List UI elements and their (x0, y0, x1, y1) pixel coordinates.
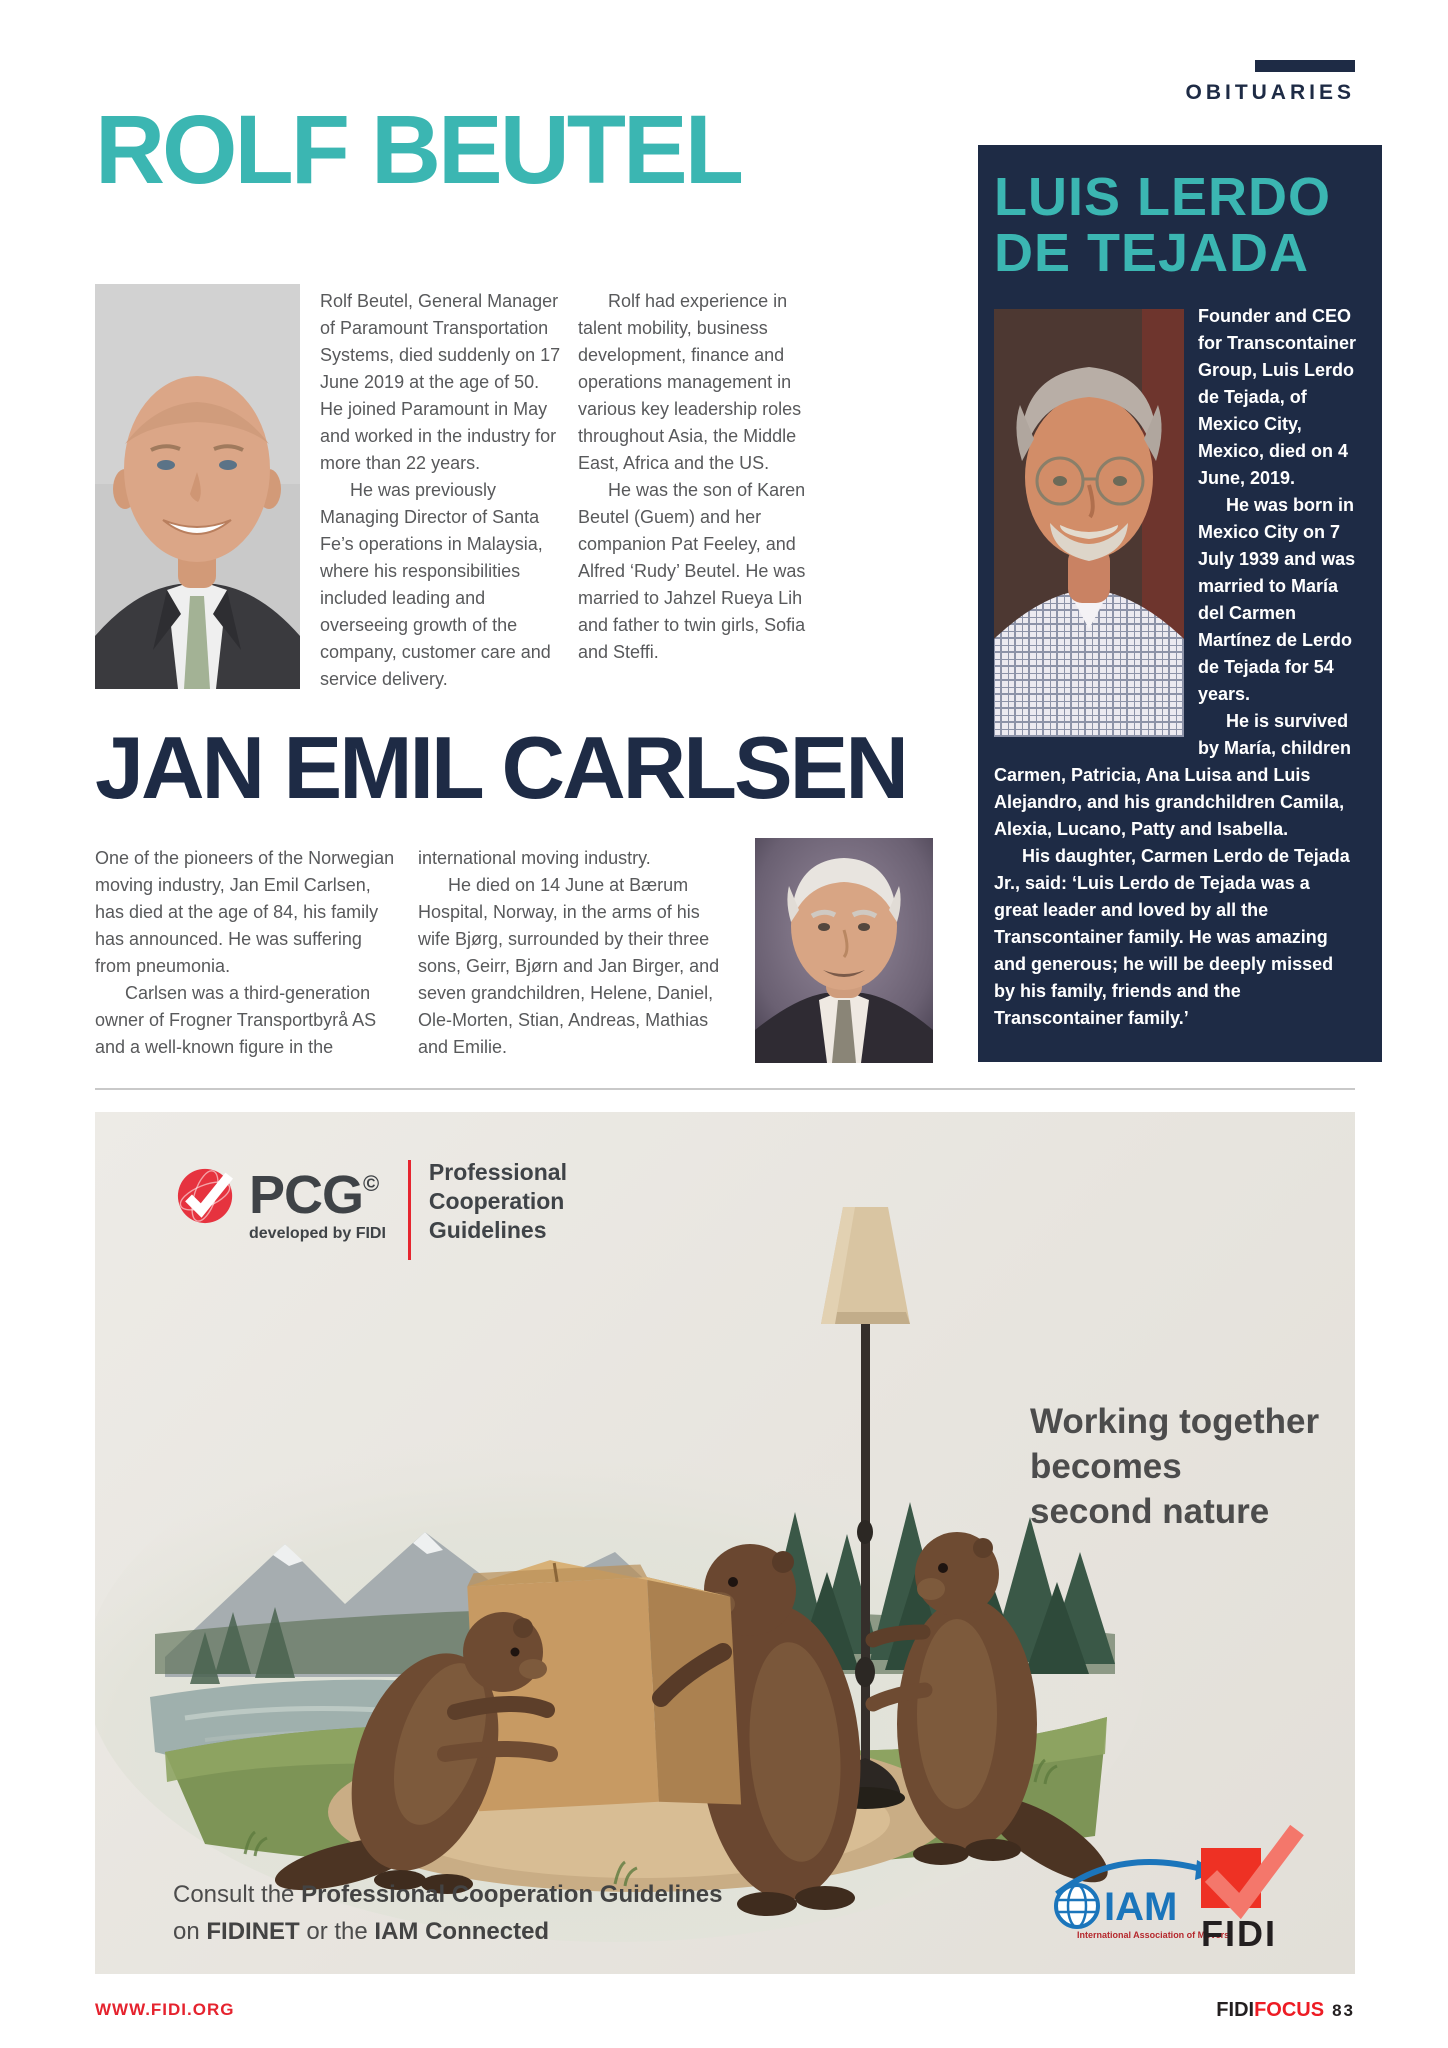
footer-website: WWW.FIDI.ORG (95, 2000, 235, 2019)
footer-magazine-info (1000, 1999, 1355, 2022)
consult-or-the: or the (299, 1918, 375, 1945)
jan-emil-carlsen-portrait-illustration (755, 838, 933, 1063)
headline-line: LUIS LERDO (994, 167, 1332, 227)
pcg-title-line: Guidelines (428, 1217, 547, 1243)
section-divider (95, 1088, 1355, 1090)
paragraph: Rolf Beutel, General Manager of Paramount Transportation Systems, died suddenly on 17 June 2019 at the age of 50. He joined Paramount in May and worked in the industry for more than 22 years. (320, 291, 561, 473)
consult-line-2 (173, 1913, 722, 1950)
fidi-name: FIDI (1201, 1913, 1277, 1954)
section-label: OBITUARIES (1185, 81, 1355, 104)
slogan-line: becomes (1030, 1447, 1182, 1486)
copyright-mark: © (363, 1171, 379, 1196)
paragraph: He was the son of Karen Beutel (Guem) and her companion Pat Feeley, and Alfred ‘Rudy’ Beutel. He was married to Jahzel Rueya Lih and father to twin girls, Sofia and Steffi. (578, 480, 806, 662)
slogan-line: second nature (1030, 1492, 1270, 1531)
page-number: 83 (1332, 2001, 1355, 2020)
rolf-beutel-portrait-illustration (95, 284, 300, 689)
magazine-name-red: FOCUS (1254, 1999, 1325, 2021)
iam-tagline: International Association of Movers (1077, 1930, 1230, 1940)
consult-guidelines: Professional Cooperation Guidelines (301, 1881, 723, 1908)
paragraph: international moving industry. (418, 848, 651, 868)
paragraph: Founder and CEO for Transcontainer Group, Luis Lerdo de Tejada, of Mexico City, Mexico, died on 4 June, 2019. (1198, 306, 1357, 488)
jan-article-column-1 (95, 845, 400, 1061)
rolf-beutel-headline: ROLF BEUTEL (95, 95, 741, 204)
consult-fidinet: FIDINET (206, 1918, 300, 1945)
rolf-article-column-2 (578, 288, 816, 666)
pcg-divider (408, 1160, 411, 1260)
jan-emil-carlsen-photo (755, 838, 933, 1063)
jan-emil-carlsen-headline: JAN EMIL CARLSEN (95, 718, 906, 817)
paragraph: Rolf had experience in talent mobility, business development, finance and operations management in various key leadership roles throughout Asia, the Middle East, Africa and the US. (578, 291, 802, 473)
slogan-line: Working together (1030, 1402, 1320, 1441)
pcg-title-line: Cooperation (428, 1188, 565, 1214)
iam-globe-icon (1056, 1885, 1098, 1927)
pcg-title-line: Professional (428, 1159, 567, 1185)
luis-lerdo-obituary-panel (978, 145, 1382, 1062)
pcg-name (249, 1156, 386, 1223)
pcg-credit: developed by FIDI (249, 1225, 386, 1242)
luis-lerdo-photo (994, 309, 1184, 737)
consult-on: on (173, 1918, 207, 1945)
section-header (1185, 60, 1355, 105)
headline-line: DE TEJADA (994, 223, 1310, 283)
iam-name: IAM (1104, 1885, 1178, 1929)
fidi-logo (1191, 1824, 1311, 1959)
paragraph: He is survived by María, children Carmen, Patricia, Ana Luisa and Luis Alejandro, and his grandchildren Camila, Alexia, Lucano, Patty and Isabella. (994, 711, 1352, 839)
rolf-beutel-photo (95, 284, 300, 689)
rolf-article-column-1 (320, 288, 563, 693)
jan-article-column-2 (418, 845, 723, 1061)
paragraph: He died on 14 June at Bærum Hospital, Norway, in the arms of his wife Bjørg, surrounded by their three sons, Geirr, Bjørn and Jan Birger, and seven grandchildren, Helene, Daniel, Ole-Morten, Stian, Andreas, Mathias and Emilie. (418, 875, 720, 1057)
section-header-bar (1255, 60, 1355, 72)
paragraph: Carlsen was a third-generation owner of Frogner Transportbyrå AS and a well-known figure in the (95, 983, 377, 1057)
pcg-check-globe-icon (175, 1164, 237, 1226)
pcg-abbr: PCG (249, 1165, 364, 1225)
ad-consult-text (173, 1876, 722, 1950)
consult-lead: Consult the (173, 1881, 302, 1908)
luis-lerdo-portrait-illustration (994, 309, 1184, 737)
paragraph: He was previously Managing Director of Santa Fe’s operations in Malaysia, where his responsibilities included leading and overseeing growth of the company, customer care and service delivery. (320, 480, 551, 689)
luis-lerdo-headline (994, 169, 1358, 281)
pcg-title (429, 1156, 567, 1245)
pcg-wordmark (249, 1156, 386, 1243)
magazine-name-black: FIDI (1216, 1999, 1255, 2021)
paragraph: He was born in Mexico City on 7 July 1939 and was married to María del Carmen Martínez de Lerdo de Tejada for 54 years. (1198, 495, 1356, 704)
pcg-logo (175, 1156, 567, 1260)
consult-iam-connected: IAM Connected (374, 1918, 550, 1945)
consult-line-1 (173, 1876, 722, 1913)
ad-slogan (1030, 1399, 1319, 1534)
paragraph: One of the pioneers of the Norwegian moving industry, Jan Emil Carlsen, has died at the age of 84, his family has announced. He was suffering from pneumonia. (95, 848, 395, 976)
paragraph: His daughter, Carmen Lerdo de Tejada Jr., said: ‘Luis Lerdo de Tejada was a great leader and loved by all the Transcontainer family. He was amazing and generous; he will be deeply missed by his family, friends and the Transcontainer family.’ (994, 846, 1350, 1028)
pcg-advertisement (95, 1112, 1355, 1974)
